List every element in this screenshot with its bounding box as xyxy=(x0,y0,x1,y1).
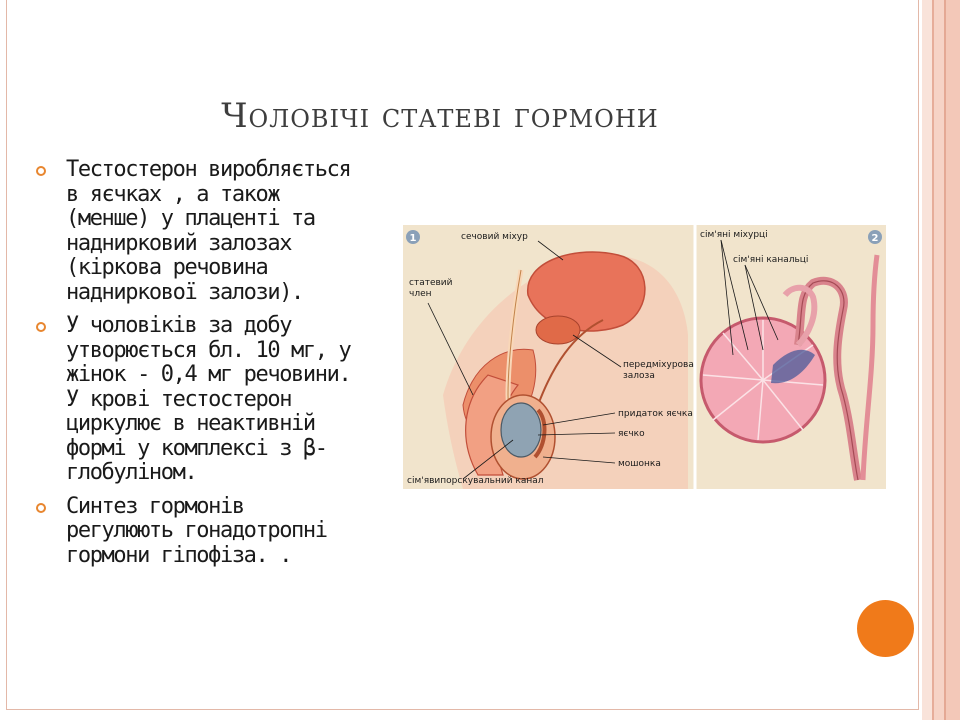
panel-2-number: 2 xyxy=(871,233,879,244)
prostate-shape xyxy=(536,316,580,344)
side-stripes xyxy=(922,0,960,720)
label-tubules: сім'яні канальці xyxy=(733,255,809,265)
label-penis-1: статевий xyxy=(409,278,453,288)
bullet-list xyxy=(30,158,410,577)
slide-title: Чоловічі статеві гормони xyxy=(221,96,659,136)
bullet-text: У чоловіків за добу утворюється бл. 10 мг, у жінок - 0,4 мг речовини. У крові тестостерон циркулює в неактивній формі у комплексі з β- глобуліном. xyxy=(66,313,351,485)
testis-shape xyxy=(501,403,541,457)
bullet-text: Тестостерон виробляється в яєчках , а також (менше) у плаценті та наднирковий залозах (кіркова речовина надниркової залози). xyxy=(66,157,351,305)
label-penis-2: член xyxy=(409,289,432,299)
label-vesicles: сім'яні міхурці xyxy=(700,230,768,240)
label-ejaculatory-duct: сім'явипорскувальний канал xyxy=(407,476,544,486)
bullet-item xyxy=(30,495,410,569)
bullet-item xyxy=(30,314,410,486)
bullet-text: Синтез гормонів регулюють гонадотропні гормони гіпофіза. . xyxy=(66,493,327,568)
label-prostate-1: передміхурова xyxy=(623,360,694,370)
label-bladder: сечовий міхур xyxy=(461,232,528,242)
anatomy-figure xyxy=(403,225,886,489)
bullet-circle-icon xyxy=(36,166,46,176)
label-prostate-2: залоза xyxy=(623,371,655,381)
bullet-item xyxy=(30,158,410,305)
label-testis: яєчко xyxy=(618,429,645,439)
decorative-orange-circle xyxy=(857,600,914,657)
label-epididymis: придаток яєчка xyxy=(618,409,693,419)
panel-1-number: 1 xyxy=(409,233,417,244)
bullet-circle-icon xyxy=(36,322,46,332)
anatomy-illustration xyxy=(403,225,886,489)
bullet-circle-icon xyxy=(36,503,46,513)
label-scrotum: мошонка xyxy=(618,459,661,469)
